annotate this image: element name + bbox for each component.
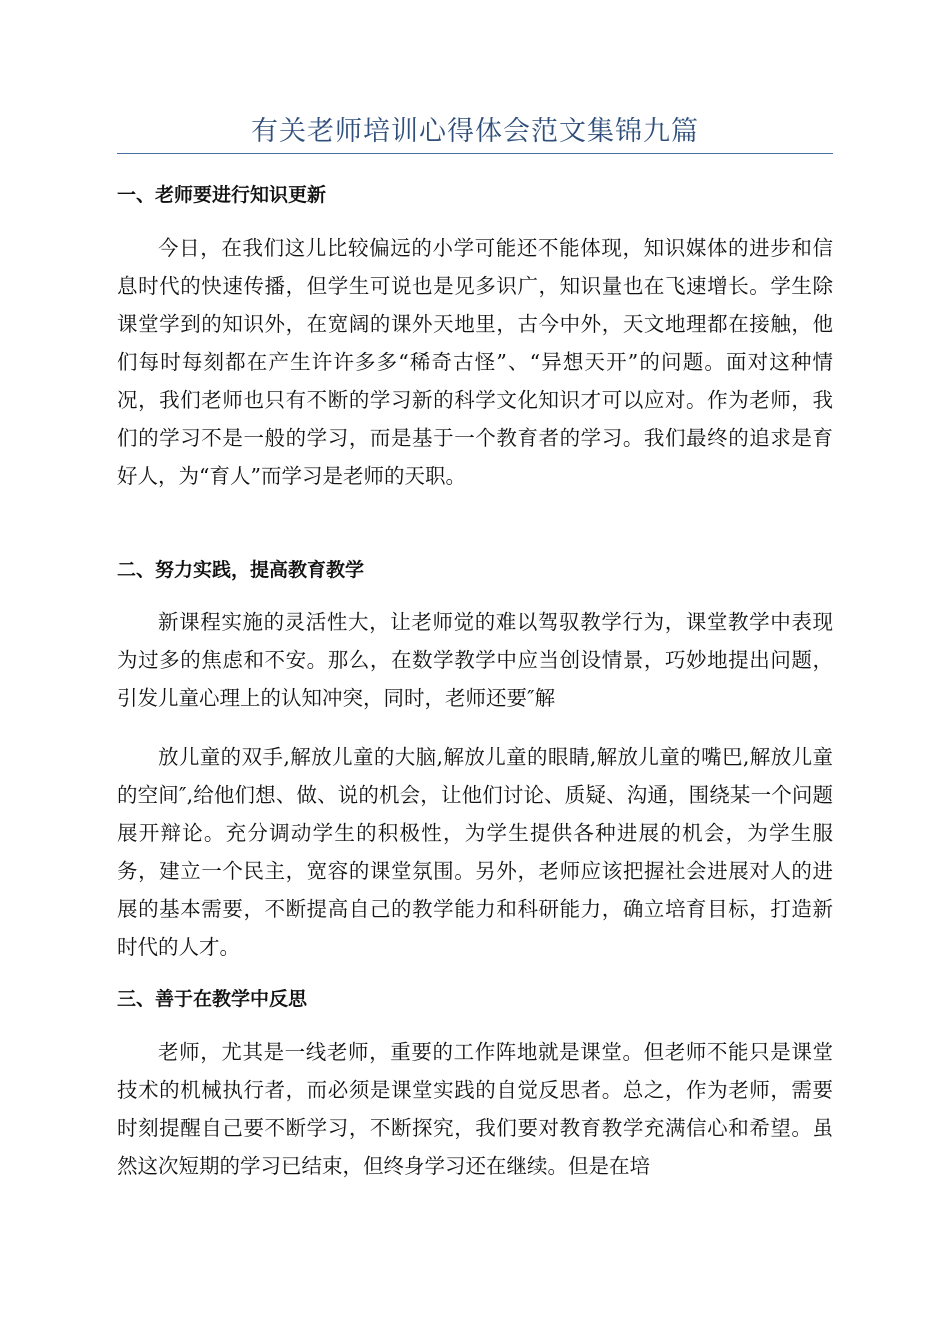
section-1-paragraph-1: 今日，在我们这儿比较偏远的小学可能还不能体现，知识媒体的进步和信息时代的快速传播，但学生可说也是见多识广，知识量也在飞速增长。学生除课堂学到的知识外，在宽阔的课外天地里，古今中外，天文地理都在接触，他们每时每刻都在产生许许多多“稀奇古怪”、“异想天开”的问题。面对这种情况，我们老师也只有不断的学习新的科学文化知识才可以应对。作为老师，我们的学习不是一般的学习，而是基于一个教育者的学习。我们最终的追求是育好人，为“育人”而学习是老师的天职。: [117, 236, 833, 488]
section-3-paragraph-1: 老师，尤其是一线老师，重要的工作阵地就是课堂。但老师不能只是课堂技术的机械执行者，而必须是课堂实践的自觉反思者。总之，作为老师，需要时刻提醒自己要不断学习，不断探究，我们要对教育教学充满信心和希望。虽然这次短期的学习已结束，但终身学习还在继续。但是在培: [117, 1040, 833, 1178]
section-heading-1: 一、老师要进行知识更新: [117, 184, 327, 206]
title-underline: [117, 153, 833, 154]
section-heading-2: 二、努力实践，提高教育教学: [117, 559, 365, 581]
document-title: 有关老师培训心得体会范文集锦九篇: [251, 116, 699, 147]
section-heading-3: 三、善于在教学中反思: [117, 988, 308, 1010]
section-2-paragraph-1: 新课程实施的灵活性大，让老师觉的难以驾驭教学行为，课堂教学中表现为过多的焦虑和不安。那么，在数学教学中应当创设情景，巧妙地提出问题，引发儿童心理上的认知冲突，同时，老师还要″解: [117, 610, 833, 710]
section-2-paragraph-2: 放儿童的双手,解放儿童的大脑,解放儿童的眼睛,解放儿童的嘴巴,解放儿童的空间″,给他们想、做、说的机会，让他们讨论、质疑、沟通，围绕某一个问题展开辩论。充分调动学生的积极性，为学生提供各种进展的机会，为学生服务，建立一个民主，宽容的课堂氛围。另外，老师应该把握社会进展对人的进展的基本需要，不断提高自己的教学能力和科研能力，确立培育目标，打造新时代的人才。: [117, 745, 833, 959]
